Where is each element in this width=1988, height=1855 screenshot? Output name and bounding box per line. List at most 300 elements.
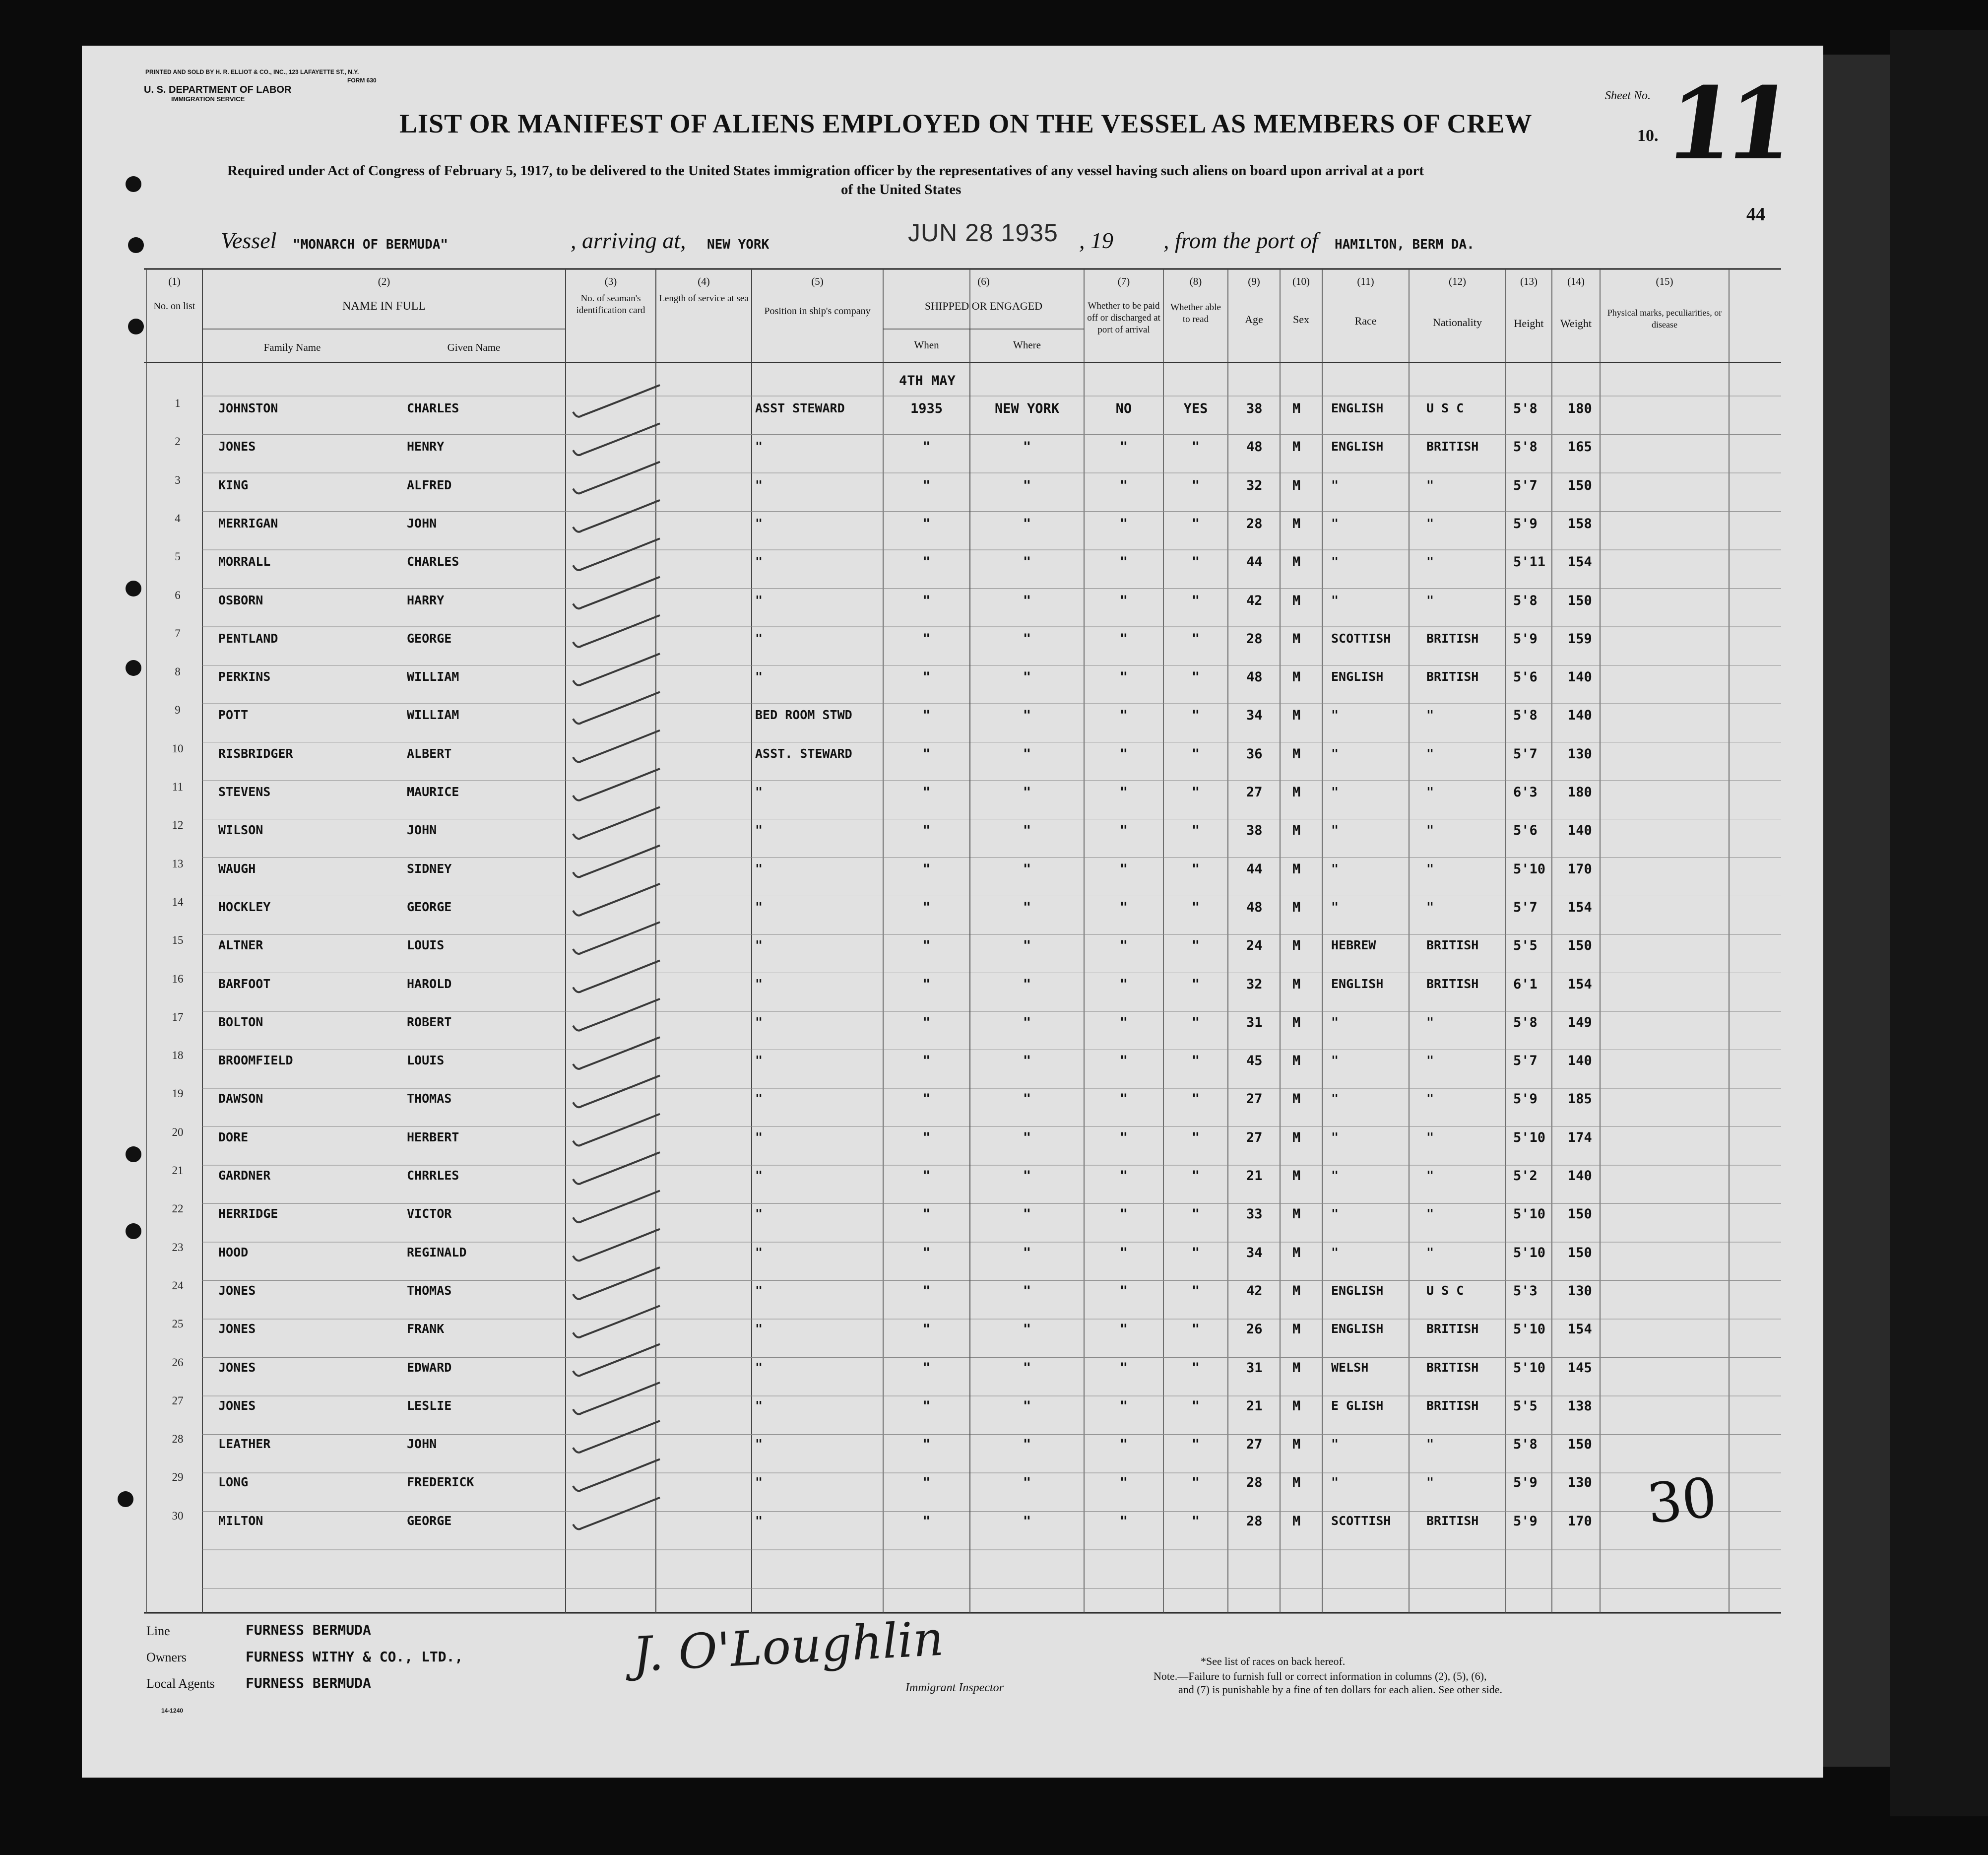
cell-race: " bbox=[1331, 708, 1339, 723]
cell-position: " bbox=[755, 1245, 763, 1259]
cell-weight: 150 bbox=[1568, 1206, 1592, 1222]
cell-when: 1935 bbox=[910, 401, 943, 416]
cell-family: RISBRIDGER bbox=[218, 746, 293, 761]
check-mark bbox=[573, 961, 660, 993]
cell-where: " bbox=[1023, 516, 1031, 531]
cell-age: 36 bbox=[1246, 746, 1263, 762]
cell-height: 5'9 bbox=[1513, 631, 1538, 647]
cell-given: MAURICE bbox=[407, 785, 459, 799]
cell-nationality: " bbox=[1426, 708, 1434, 723]
cell-family: PENTLAND bbox=[218, 631, 278, 646]
check-mark bbox=[573, 385, 660, 417]
cell-weight: 140 bbox=[1568, 823, 1592, 839]
check-mark bbox=[573, 577, 660, 609]
cell-where: " bbox=[1023, 439, 1031, 455]
cell-where: " bbox=[1023, 1206, 1031, 1222]
subtitle-cont: of the United States bbox=[841, 182, 962, 198]
shipped-when-month: 4TH MAY bbox=[899, 373, 956, 389]
cell-read: " bbox=[1191, 1206, 1200, 1222]
cell-age: 48 bbox=[1246, 439, 1263, 455]
sheet-label: Sheet No. bbox=[1605, 89, 1651, 102]
cell-height: 6'1 bbox=[1513, 976, 1538, 992]
cell-height: 5'10 bbox=[1513, 861, 1546, 877]
penalty-note: Note.—Failure to furnish full or correct information in columns (2), (5), (6), bbox=[1154, 1670, 1487, 1682]
cell-read: " bbox=[1191, 1322, 1200, 1337]
cell-height: 5'7 bbox=[1513, 899, 1538, 915]
cell-read: " bbox=[1191, 669, 1200, 685]
cell-where: " bbox=[1023, 938, 1031, 954]
cell-weight: 150 bbox=[1568, 1437, 1592, 1453]
cell-sex: M bbox=[1292, 1206, 1301, 1222]
cell-age: 27 bbox=[1246, 1129, 1263, 1145]
cell-race: HEBREW bbox=[1331, 938, 1376, 953]
column-label-c3: No. of seaman's identification card bbox=[576, 293, 645, 316]
cell-height: 5'6 bbox=[1513, 669, 1538, 685]
cell-race: " bbox=[1331, 1245, 1339, 1259]
cell-position: " bbox=[755, 1475, 763, 1490]
cell-position: " bbox=[755, 554, 763, 569]
cell-sex: M bbox=[1292, 401, 1301, 416]
cell-where: " bbox=[1023, 823, 1031, 839]
cell-read: " bbox=[1191, 1129, 1200, 1145]
cell-read: YES bbox=[1183, 401, 1208, 416]
cell-when: " bbox=[922, 554, 931, 570]
cell-when: " bbox=[922, 1283, 931, 1299]
cell-read: " bbox=[1191, 439, 1200, 455]
cell-read: " bbox=[1191, 746, 1200, 762]
cell-weight: 150 bbox=[1568, 938, 1592, 954]
cell-when: " bbox=[922, 899, 931, 915]
check-mark bbox=[573, 1498, 660, 1529]
cell-where: " bbox=[1023, 708, 1031, 724]
cell-age: 26 bbox=[1246, 1322, 1263, 1337]
inspector-label: Immigrant Inspector bbox=[905, 1681, 1004, 1694]
cell-family: JONES bbox=[218, 439, 256, 454]
cell-position: " bbox=[755, 477, 763, 492]
cell-race: WELSH bbox=[1331, 1360, 1369, 1375]
column-number-c14: (14) bbox=[1567, 275, 1585, 287]
cell-paid: " bbox=[1119, 1475, 1128, 1491]
column-number-c8: (8) bbox=[1189, 275, 1202, 287]
cell-position: ASST STEWARD bbox=[755, 401, 845, 415]
date-stamp: JUN 28 1935 bbox=[908, 219, 1058, 247]
cell-position: " bbox=[755, 1360, 763, 1375]
cell-height: 5'10 bbox=[1513, 1245, 1546, 1260]
column-number-c10: (10) bbox=[1292, 275, 1310, 287]
cell-height: 5'9 bbox=[1513, 1513, 1538, 1529]
cell-height: 5'3 bbox=[1513, 1283, 1538, 1299]
cell-age: 27 bbox=[1246, 1437, 1263, 1453]
cell-nationality: " bbox=[1426, 593, 1434, 607]
cell-paid: " bbox=[1119, 516, 1128, 531]
cell-given: CHARLES bbox=[407, 554, 459, 569]
cell-nationality: " bbox=[1426, 477, 1434, 492]
cell-where: " bbox=[1023, 1360, 1031, 1376]
form-code: 14-1240 bbox=[161, 1707, 184, 1714]
cell-family: WAUGH bbox=[218, 861, 256, 876]
column-label-c9: Age bbox=[1245, 313, 1263, 326]
cell-race: SCOTTISH bbox=[1331, 1513, 1391, 1528]
column-label-c13: Height bbox=[1514, 317, 1544, 330]
cell-given: THOMAS bbox=[407, 1283, 452, 1298]
cell-height: 6'3 bbox=[1513, 785, 1538, 800]
cell-family: LONG bbox=[218, 1475, 249, 1490]
cell-height: 5'8 bbox=[1513, 593, 1538, 608]
cell-race: " bbox=[1331, 899, 1339, 914]
cell-position: " bbox=[755, 976, 763, 991]
cell-weight: 140 bbox=[1568, 669, 1592, 685]
cell-weight: 165 bbox=[1568, 439, 1592, 455]
cell-family: MERRIGAN bbox=[218, 516, 278, 530]
cell-nationality: " bbox=[1426, 1475, 1434, 1490]
cell-read: " bbox=[1191, 1475, 1200, 1491]
cell-sex: M bbox=[1292, 1475, 1301, 1491]
cell-weight: 149 bbox=[1568, 1014, 1592, 1030]
cell-weight: 154 bbox=[1568, 976, 1592, 992]
row-number: 4 bbox=[175, 512, 181, 525]
cell-race: " bbox=[1331, 1129, 1339, 1144]
cell-height: 5'10 bbox=[1513, 1360, 1546, 1376]
cell-when: " bbox=[922, 938, 931, 954]
check-mark bbox=[573, 846, 660, 877]
column-label-c7: Whether to be paid off or discharged at port of arrival bbox=[1087, 301, 1160, 335]
cell-where: " bbox=[1023, 631, 1031, 647]
cell-family: PERKINS bbox=[218, 669, 271, 684]
cell-sex: M bbox=[1292, 477, 1301, 493]
cell-family: MORRALL bbox=[218, 554, 271, 569]
column-number-c7: (7) bbox=[1117, 275, 1130, 287]
cell-family: JONES bbox=[218, 1360, 256, 1375]
cell-given: VICTOR bbox=[407, 1206, 452, 1221]
cell-race: " bbox=[1331, 1475, 1339, 1490]
cell-age: 45 bbox=[1246, 1053, 1263, 1069]
cell-age: 28 bbox=[1246, 516, 1263, 531]
row-number: 27 bbox=[172, 1394, 184, 1407]
family-name-subheader: Family Name bbox=[263, 341, 321, 353]
page-number: 44 bbox=[1746, 204, 1765, 225]
cell-read: " bbox=[1191, 1091, 1200, 1107]
cell-sex: M bbox=[1292, 669, 1301, 685]
cell-when: " bbox=[922, 708, 931, 724]
cell-sex: M bbox=[1292, 823, 1301, 839]
cell-age: 28 bbox=[1246, 1513, 1263, 1529]
cell-read: " bbox=[1191, 976, 1200, 992]
column-label-c10: Sex bbox=[1293, 313, 1309, 326]
check-mark bbox=[573, 462, 660, 494]
cell-height: 5'5 bbox=[1513, 1398, 1538, 1414]
races-note: *See list of races on back hereof. bbox=[1201, 1655, 1346, 1667]
column-number-c2: (2) bbox=[378, 275, 390, 287]
cell-paid: " bbox=[1119, 1398, 1128, 1414]
cell-height: 5'10 bbox=[1513, 1206, 1546, 1222]
check-mark bbox=[573, 1037, 660, 1069]
cell-height: 5'7 bbox=[1513, 746, 1538, 762]
cell-nationality: " bbox=[1426, 1437, 1434, 1452]
cell-position: " bbox=[755, 1091, 763, 1106]
cell-nationality: BRITISH bbox=[1426, 1360, 1479, 1375]
cell-read: " bbox=[1191, 1014, 1200, 1030]
cell-when: " bbox=[922, 746, 931, 762]
cell-family: HERRIDGE bbox=[218, 1206, 278, 1221]
line-value: FURNESS BERMUDA bbox=[246, 1622, 371, 1638]
cell-family: JONES bbox=[218, 1283, 256, 1298]
cell-given: JOHN bbox=[407, 823, 437, 838]
cell-weight: 170 bbox=[1568, 861, 1592, 877]
cell-where: " bbox=[1023, 1014, 1031, 1030]
row-number: 22 bbox=[172, 1202, 184, 1215]
cell-paid: " bbox=[1119, 593, 1128, 608]
cell-age: 44 bbox=[1246, 554, 1263, 570]
agents-label: Local Agents bbox=[146, 1676, 215, 1691]
cell-when: " bbox=[922, 1014, 931, 1030]
cell-sex: M bbox=[1292, 631, 1301, 647]
row-number: 16 bbox=[172, 972, 184, 985]
cell-when: " bbox=[922, 785, 931, 800]
cell-when: " bbox=[922, 1129, 931, 1145]
cell-read: " bbox=[1191, 1360, 1200, 1376]
cell-family: POTT bbox=[218, 708, 249, 723]
penalty-note-cont: and (7) is punishable by a fine of ten dollars for each alien. See other side. bbox=[1178, 1683, 1503, 1696]
check-mark bbox=[573, 692, 660, 724]
cell-sex: M bbox=[1292, 1053, 1301, 1069]
row-number: 2 bbox=[175, 435, 181, 448]
cell-where: " bbox=[1023, 746, 1031, 762]
cell-nationality: BRITISH bbox=[1426, 976, 1479, 991]
cell-position: " bbox=[755, 1053, 763, 1068]
cell-race: " bbox=[1331, 554, 1339, 569]
cell-nationality: BRITISH bbox=[1426, 1398, 1479, 1413]
cell-height: 5'9 bbox=[1513, 1091, 1538, 1107]
cell-nationality: BRITISH bbox=[1426, 439, 1479, 454]
cell-weight: 158 bbox=[1568, 516, 1592, 531]
cell-weight: 145 bbox=[1568, 1360, 1592, 1376]
cell-age: 48 bbox=[1246, 899, 1263, 915]
cell-when: " bbox=[922, 516, 931, 531]
cell-height: 5'7 bbox=[1513, 1053, 1538, 1069]
cell-sex: M bbox=[1292, 1398, 1301, 1414]
cell-where: " bbox=[1023, 477, 1031, 493]
cell-position: " bbox=[755, 1206, 763, 1221]
cell-when: " bbox=[922, 861, 931, 877]
check-mark bbox=[573, 1191, 660, 1222]
cell-where: " bbox=[1023, 1091, 1031, 1107]
cell-where: " bbox=[1023, 1129, 1031, 1145]
cell-given: FREDERICK bbox=[407, 1475, 474, 1490]
column-number-c11: (11) bbox=[1357, 275, 1374, 287]
service-name: IMMIGRATION SERVICE bbox=[171, 95, 245, 103]
cell-race: " bbox=[1331, 1206, 1339, 1221]
cell-position: " bbox=[755, 938, 763, 953]
cell-where: NEW YORK bbox=[994, 401, 1060, 416]
check-mark bbox=[573, 1267, 660, 1299]
cell-family: BOLTON bbox=[218, 1014, 263, 1029]
cell-where: " bbox=[1023, 1053, 1031, 1069]
cell-height: 5'8 bbox=[1513, 1437, 1538, 1453]
inspector-signature: J. O'Loughlin bbox=[631, 1610, 945, 1683]
cell-given: REGINALD bbox=[407, 1245, 467, 1259]
check-mark bbox=[573, 500, 660, 532]
cell-read: " bbox=[1191, 938, 1200, 954]
cell-when: " bbox=[922, 1398, 931, 1414]
cell-weight: 140 bbox=[1568, 1168, 1592, 1184]
cell-age: 44 bbox=[1246, 861, 1263, 877]
cell-given: EDWARD bbox=[407, 1360, 452, 1375]
cell-sex: M bbox=[1292, 1437, 1301, 1453]
cell-weight: 154 bbox=[1568, 899, 1592, 915]
cell-age: 27 bbox=[1246, 1091, 1263, 1107]
subtitle: Required under Act of Congress of February 5, 1917, to be delivered to the United States immigration officer by the representatives of any vessel having such aliens on board upon arrival at a port bbox=[227, 163, 1424, 179]
cell-paid: " bbox=[1119, 1053, 1128, 1069]
cell-when: " bbox=[922, 1053, 931, 1069]
cell-weight: 154 bbox=[1568, 554, 1592, 570]
cell-race: ENGLISH bbox=[1331, 1283, 1384, 1298]
cell-position: " bbox=[755, 1129, 763, 1144]
check-mark bbox=[573, 884, 660, 916]
department-name: U. S. DEPARTMENT OF LABOR bbox=[144, 84, 292, 95]
cell-family: JONES bbox=[218, 1398, 256, 1413]
cell-nationality: " bbox=[1426, 1053, 1434, 1068]
cell-sex: M bbox=[1292, 439, 1301, 455]
cell-sex: M bbox=[1292, 938, 1301, 954]
cell-age: 31 bbox=[1246, 1014, 1263, 1030]
cell-paid: " bbox=[1119, 823, 1128, 839]
cell-where: " bbox=[1023, 861, 1031, 877]
cell-position: " bbox=[755, 823, 763, 838]
cell-position: " bbox=[755, 669, 763, 684]
cell-read: " bbox=[1191, 1245, 1200, 1260]
cell-family: ALTNER bbox=[218, 938, 263, 953]
check-mark bbox=[573, 1075, 660, 1107]
check-mark bbox=[573, 730, 660, 762]
row-number: 14 bbox=[172, 895, 184, 908]
cell-race: " bbox=[1331, 1168, 1339, 1183]
cell-race: " bbox=[1331, 593, 1339, 607]
cell-weight: 159 bbox=[1568, 631, 1592, 647]
row-number: 29 bbox=[172, 1471, 184, 1484]
cell-race: " bbox=[1331, 516, 1339, 530]
cell-paid: " bbox=[1119, 938, 1128, 954]
cell-nationality: U S C bbox=[1426, 401, 1464, 415]
cell-weight: 150 bbox=[1568, 1245, 1592, 1260]
cell-read: " bbox=[1191, 823, 1200, 839]
cell-position: " bbox=[755, 1014, 763, 1029]
column-number-c4: (4) bbox=[698, 275, 710, 287]
cell-paid: " bbox=[1119, 1513, 1128, 1529]
cell-height: 5'8 bbox=[1513, 708, 1538, 724]
margin-total: 30 bbox=[1644, 1465, 1720, 1536]
check-mark bbox=[573, 1306, 660, 1337]
cell-sex: M bbox=[1292, 1129, 1301, 1145]
row-number: 7 bbox=[175, 627, 181, 640]
cell-age: 32 bbox=[1246, 976, 1263, 992]
cell-age: 38 bbox=[1246, 823, 1263, 839]
cell-position: " bbox=[755, 785, 763, 799]
cell-paid: " bbox=[1119, 785, 1128, 800]
row-number: 18 bbox=[172, 1049, 184, 1062]
cell-when: " bbox=[922, 823, 931, 839]
cell-nationality: " bbox=[1426, 1168, 1434, 1183]
cell-weight: 140 bbox=[1568, 1053, 1592, 1069]
cell-position: " bbox=[755, 1283, 763, 1298]
cell-sex: M bbox=[1292, 1360, 1301, 1376]
vessel-name: "MONARCH OF BERMUDA" bbox=[293, 237, 449, 252]
cell-weight: 154 bbox=[1568, 1322, 1592, 1337]
cell-family: LEATHER bbox=[218, 1437, 271, 1452]
check-mark bbox=[573, 769, 660, 800]
cell-where: " bbox=[1023, 785, 1031, 800]
cell-nationality: " bbox=[1426, 1206, 1434, 1221]
cell-where: " bbox=[1023, 1245, 1031, 1260]
cell-paid: " bbox=[1119, 1168, 1128, 1184]
cell-nationality: " bbox=[1426, 554, 1434, 569]
cell-nationality: " bbox=[1426, 746, 1434, 761]
cell-paid: " bbox=[1119, 746, 1128, 762]
given-name-subheader: Given Name bbox=[447, 341, 501, 353]
cell-sex: M bbox=[1292, 899, 1301, 915]
column-number-c1: (1) bbox=[168, 275, 181, 287]
cell-where: " bbox=[1023, 976, 1031, 992]
cell-age: 28 bbox=[1246, 1475, 1263, 1491]
cell-age: 33 bbox=[1246, 1206, 1263, 1222]
cell-weight: 130 bbox=[1568, 1283, 1592, 1299]
arriving-port: NEW YORK bbox=[707, 237, 770, 252]
row-number: 15 bbox=[172, 934, 184, 947]
cell-height: 5'8 bbox=[1513, 439, 1538, 455]
check-mark bbox=[573, 615, 660, 647]
cell-where: " bbox=[1023, 669, 1031, 685]
column-number-c3: (3) bbox=[604, 275, 617, 287]
column-number-c5: (5) bbox=[811, 275, 824, 287]
cell-weight: 180 bbox=[1568, 401, 1592, 416]
cell-when: " bbox=[922, 669, 931, 685]
cell-height: 5'7 bbox=[1513, 477, 1538, 493]
cell-given: HAROLD bbox=[407, 976, 452, 991]
cell-weight: 180 bbox=[1568, 785, 1592, 800]
cell-paid: " bbox=[1119, 899, 1128, 915]
cell-read: " bbox=[1191, 1053, 1200, 1069]
cell-position: " bbox=[755, 439, 763, 454]
cell-given: GEORGE bbox=[407, 899, 452, 914]
cell-given: WILLIAM bbox=[407, 669, 459, 684]
cell-nationality: " bbox=[1426, 1129, 1434, 1144]
cell-when: " bbox=[922, 1245, 931, 1260]
cell-read: " bbox=[1191, 861, 1200, 877]
cell-weight: 185 bbox=[1568, 1091, 1592, 1107]
column-number-c6: (6) bbox=[977, 275, 990, 287]
cell-nationality: " bbox=[1426, 823, 1434, 838]
cell-when: " bbox=[922, 593, 931, 608]
cell-weight: 130 bbox=[1568, 746, 1592, 762]
cell-race: E GLISH bbox=[1331, 1398, 1384, 1413]
cell-paid: " bbox=[1119, 1091, 1128, 1107]
arriving-label: , arriving at, bbox=[571, 228, 686, 253]
cell-race: ENGLISH bbox=[1331, 669, 1384, 684]
cell-race: " bbox=[1331, 477, 1339, 492]
cell-position: " bbox=[755, 861, 763, 876]
column-label-c12: Nationality bbox=[1433, 316, 1482, 329]
cell-given: ROBERT bbox=[407, 1014, 452, 1029]
cell-where: " bbox=[1023, 593, 1031, 608]
cell-age: 48 bbox=[1246, 669, 1263, 685]
cell-position: BED ROOM STWD bbox=[755, 708, 852, 723]
cell-where: " bbox=[1023, 1513, 1031, 1529]
form-number: FORM 630 bbox=[347, 77, 377, 84]
cell-when: " bbox=[922, 1091, 931, 1107]
shipped-where-subheader: Where bbox=[1013, 339, 1041, 351]
cell-where: " bbox=[1023, 1322, 1031, 1337]
row-number: 17 bbox=[172, 1010, 184, 1023]
cell-when: " bbox=[922, 1475, 931, 1491]
